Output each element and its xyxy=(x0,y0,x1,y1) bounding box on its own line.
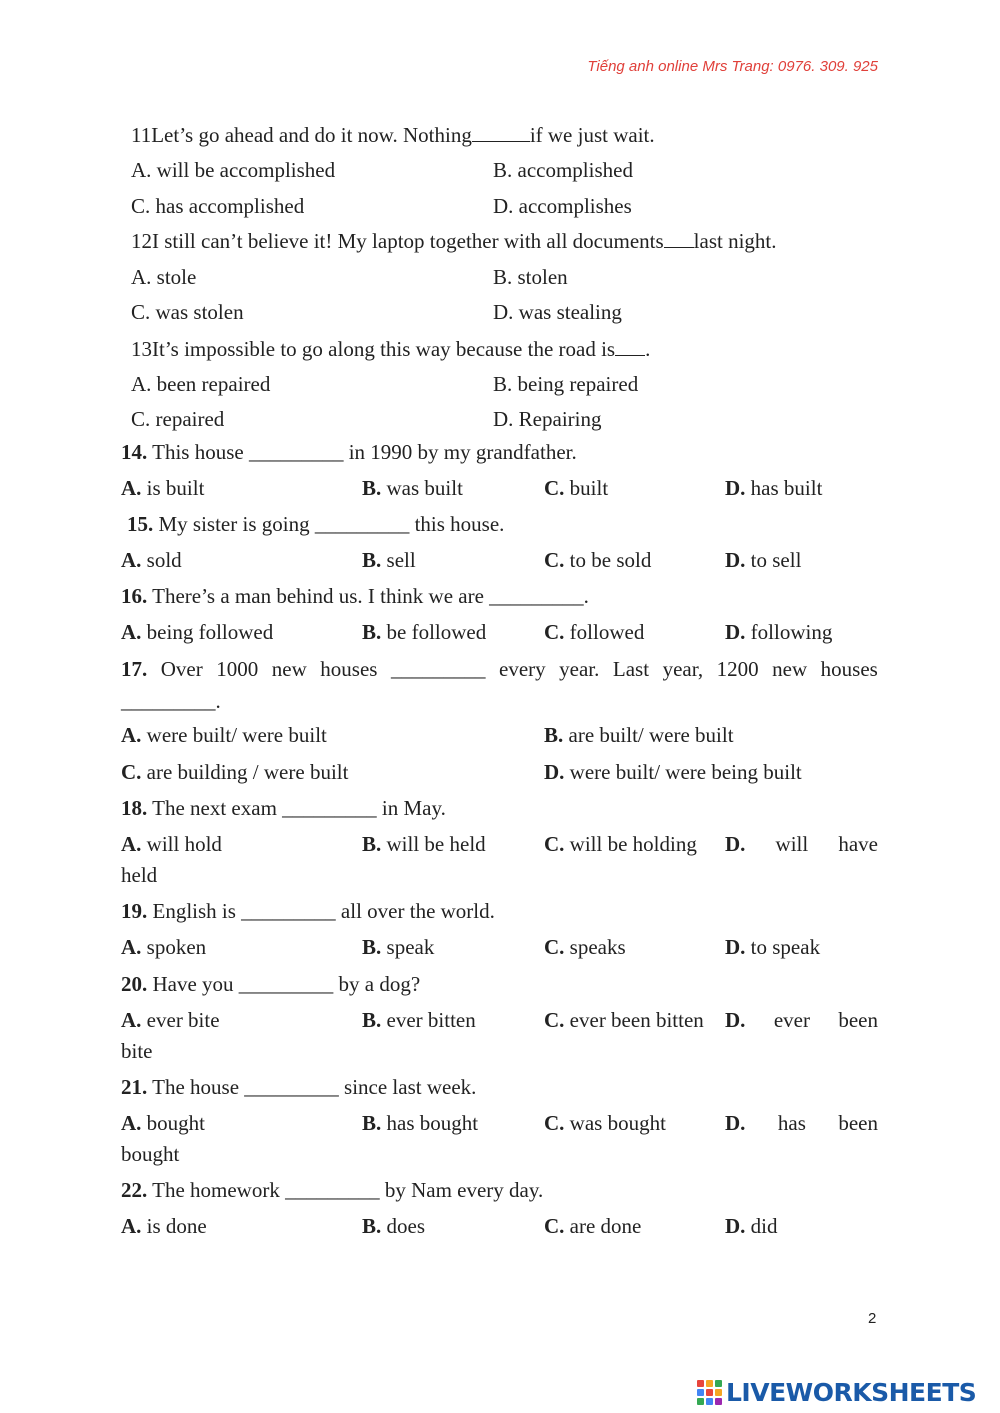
question-text: This house _________ in 1990 by my grandfather. xyxy=(152,440,577,464)
option-d[interactable]: D. was stealing xyxy=(493,300,622,324)
option-b[interactable]: B. be followed xyxy=(362,620,487,644)
option-c[interactable]: C. repaired xyxy=(131,407,225,431)
question-text: English is _________ all over the world. xyxy=(152,899,495,923)
answer-blank[interactable]: _________ xyxy=(390,657,486,681)
question-text: It’s impossible to go along this way because the road is xyxy=(152,337,616,361)
option-c[interactable]: C. are building / were built xyxy=(121,760,349,784)
page-number: 2 xyxy=(868,1310,877,1327)
option-d[interactable]: D. has been xyxy=(725,1111,878,1135)
question-number: 16. xyxy=(121,584,148,608)
option-c[interactable]: C. built xyxy=(544,476,609,500)
option-d[interactable]: D. Repairing xyxy=(493,407,602,431)
option-a[interactable]: A. being followed xyxy=(121,620,274,644)
option-c[interactable]: C. was bought xyxy=(544,1111,666,1135)
question-text: last night. xyxy=(693,229,777,253)
option-c[interactable]: C. ever been bitten xyxy=(544,1008,704,1032)
question-14 xyxy=(121,439,577,465)
question-11 xyxy=(131,122,655,148)
option-c[interactable]: C. to be sold xyxy=(544,548,652,572)
question-22 xyxy=(121,1177,543,1203)
option-b[interactable]: B. stolen xyxy=(493,265,568,289)
option-c[interactable]: C. are done xyxy=(544,1214,642,1238)
question-20 xyxy=(121,971,420,997)
option-a[interactable]: A. sold xyxy=(121,548,182,572)
answer-blank[interactable] xyxy=(615,338,645,356)
option-d[interactable]: D. to sell xyxy=(725,548,802,572)
liveworksheets-logo[interactable] xyxy=(697,1375,995,1409)
option-b[interactable]: B. was built xyxy=(362,476,463,500)
question-text: if we just wait. xyxy=(529,123,655,147)
option-a[interactable]: A. ever bite xyxy=(121,1008,220,1032)
option-a[interactable]: A. stole xyxy=(131,265,197,289)
question-number: 13 xyxy=(131,337,152,361)
option-b[interactable]: B. accomplished xyxy=(493,158,633,182)
question-number: 18. xyxy=(121,796,148,820)
question-text: Have you _________ by a dog? xyxy=(152,972,421,996)
option-d[interactable]: D. did xyxy=(725,1214,778,1238)
question-text: Let’s go ahead and do it now. Nothing xyxy=(151,123,472,147)
question-number: 11 xyxy=(131,123,152,147)
logo-text: LIVEWORKSHEETS xyxy=(726,1377,977,1407)
option-b[interactable]: B. being repaired xyxy=(493,372,639,396)
option-b[interactable]: B. are built/ were built xyxy=(544,723,734,747)
option-b[interactable]: B. speak xyxy=(362,935,435,959)
question-13 xyxy=(131,336,650,362)
option-b[interactable]: B. does xyxy=(362,1214,426,1238)
option-c[interactable]: C. has accomplished xyxy=(131,194,305,218)
question-text: There’s a man behind us. I think we are _________. xyxy=(152,584,589,608)
option-b[interactable]: B. sell xyxy=(362,548,416,572)
question-12 xyxy=(131,228,777,254)
option-a[interactable]: A. were built/ were built xyxy=(121,723,327,747)
question-number: 14. xyxy=(121,440,148,464)
option-d-continued[interactable]: bite xyxy=(121,1039,153,1063)
question-17: 17. Over 1000 new houses _________ every year. Last year, 1200 new houses xyxy=(121,657,878,681)
question-21 xyxy=(121,1074,476,1100)
question-text: I still can’t believe it! My laptop together with all documents xyxy=(152,229,664,253)
question-number: 17. xyxy=(121,657,148,681)
option-a[interactable]: A. been repaired xyxy=(131,372,271,396)
question-19 xyxy=(121,898,495,924)
question-18 xyxy=(121,795,446,821)
question-text: The next exam _________ in May. xyxy=(152,796,446,820)
option-c[interactable]: C. followed xyxy=(544,620,645,644)
question-15 xyxy=(127,511,504,537)
option-d[interactable]: D. ever been xyxy=(725,1008,878,1032)
option-d[interactable]: D. accomplishes xyxy=(493,194,632,218)
question-number: 21. xyxy=(121,1075,148,1099)
option-d-continued[interactable]: bought xyxy=(121,1142,180,1166)
question-text: The house _________ since last week. xyxy=(152,1075,477,1099)
option-d[interactable]: D. has built xyxy=(725,476,823,500)
question-text: My sister is going _________ this house. xyxy=(158,512,505,536)
question-16 xyxy=(121,583,589,609)
option-d-continued[interactable]: held xyxy=(121,863,158,887)
option-a[interactable]: A. is built xyxy=(121,476,205,500)
question-number: 19. xyxy=(121,899,148,923)
option-d[interactable]: D. following xyxy=(725,620,833,644)
question-text: . xyxy=(645,337,651,361)
header-contact: Tiếng anh online Mrs Trang: 0976. 309. 925 xyxy=(587,58,878,75)
question-number: 20. xyxy=(121,972,148,996)
option-d[interactable]: D. will have xyxy=(725,832,878,856)
option-b[interactable]: B. ever bitten xyxy=(362,1008,476,1032)
question-number: 22. xyxy=(121,1178,148,1202)
answer-blank[interactable] xyxy=(472,124,530,142)
option-d[interactable]: D. to speak xyxy=(725,935,821,959)
answer-blank[interactable]: _________. xyxy=(121,689,221,713)
option-a[interactable]: A. will be accomplished xyxy=(131,158,336,182)
answer-blank[interactable] xyxy=(664,230,694,248)
logo-grid-icon xyxy=(697,1380,722,1405)
option-a[interactable]: A. will hold xyxy=(121,832,222,856)
question-number: 15. xyxy=(127,512,154,536)
question-text: The homework _________ by Nam every day. xyxy=(152,1178,544,1202)
option-c[interactable]: C. will be holding xyxy=(544,832,697,856)
option-c[interactable]: C. was stolen xyxy=(131,300,244,324)
option-b[interactable]: B. has bought xyxy=(362,1111,479,1135)
option-b[interactable]: B. will be held xyxy=(362,832,486,856)
option-a[interactable]: A. is done xyxy=(121,1214,207,1238)
option-c[interactable]: C. speaks xyxy=(544,935,626,959)
question-number: 12 xyxy=(131,229,152,253)
option-a[interactable]: A. spoken xyxy=(121,935,207,959)
option-d[interactable]: D. were built/ were being built xyxy=(544,760,802,784)
option-a[interactable]: A. bought xyxy=(121,1111,206,1135)
